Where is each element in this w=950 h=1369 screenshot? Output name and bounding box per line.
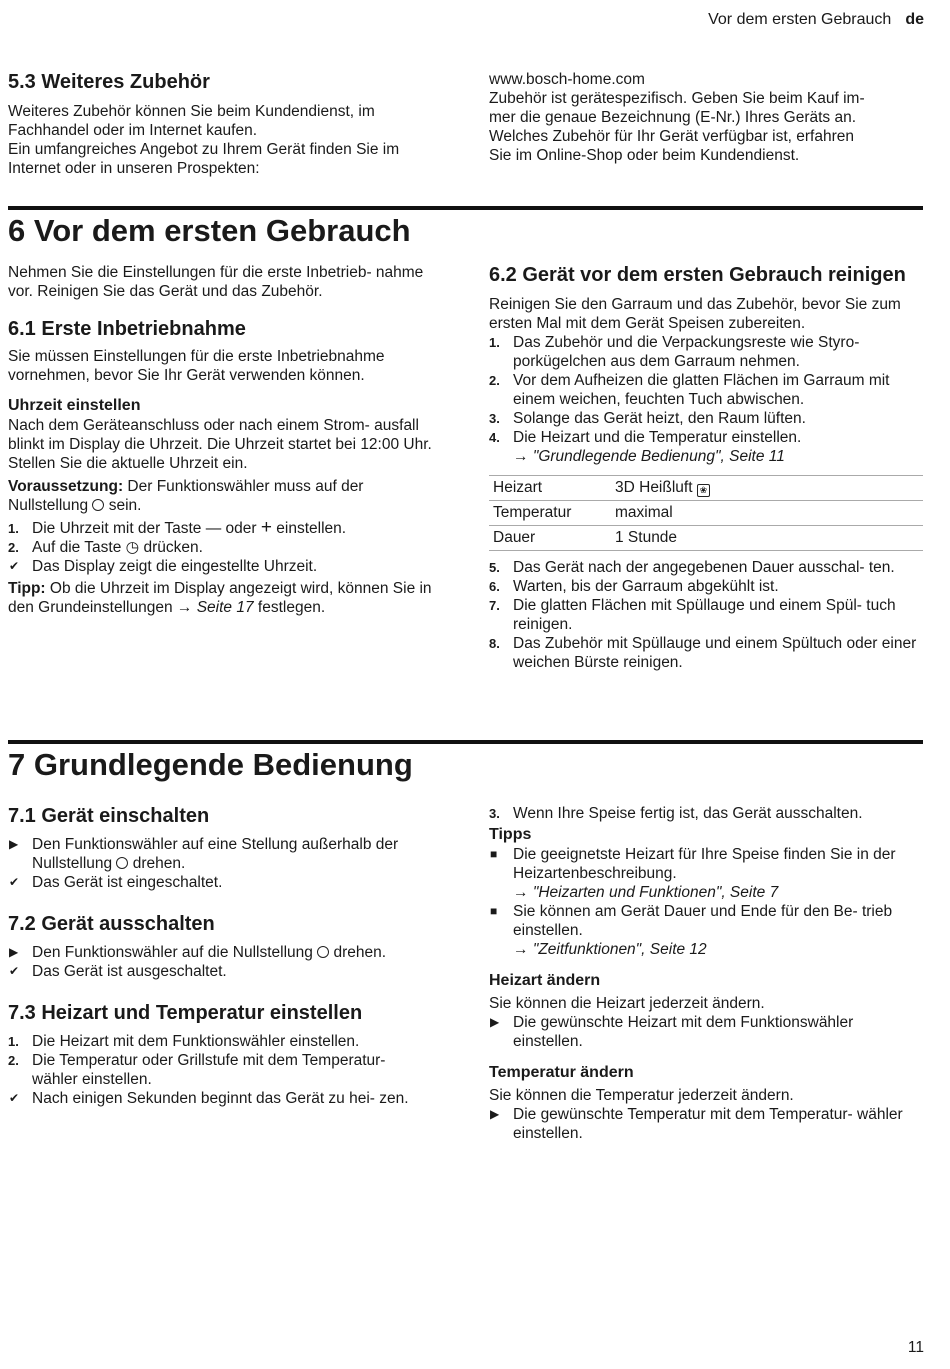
heizart-step-2: 2. Die Temperatur oder Grillstufe mit dem Temperatur- wähler einstellen. (8, 1052, 386, 1088)
clock-icon: ◷ (125, 539, 140, 556)
arrow-icon: → (513, 884, 529, 901)
triangle-bullet-icon: ▶ (9, 945, 19, 959)
uhrzeit-step-2-text: Auf die Taste (32, 539, 126, 556)
table-row (489, 526, 923, 551)
clean-step-1: 1. Das Zubehör und die Verpackungsreste wie Styro- porkügelchen aus dem Garraum nehmen. (489, 334, 860, 370)
triangle-bullet-icon: ▶ (490, 1015, 500, 1029)
triangle-bullet-icon: ▶ (9, 837, 19, 851)
square-bullet-icon: ■ (490, 904, 498, 918)
voraussetzung-text: Der Funktionswähler muss auf der Nullstellung (8, 478, 364, 514)
clean-step-2: 2. Vor dem Aufheizen die glatten Flächen im Garraum mit einem weichen, feuchten Tuch abwischen. (489, 372, 890, 408)
section-6-2-heading: 6.2 Gerät vor dem ersten Gebrauch reinigen (489, 264, 906, 286)
square-bullet-icon: ■ (490, 847, 498, 861)
clean-step-1-text: Das Zubehör und die Verpackungsreste wie Styro- porkügelchen aus dem Garraum nehmen. (513, 334, 860, 370)
tipps-item-1-ref (489, 883, 923, 902)
section-5-3-para-2: Ein umfangreiches Angebot zu Ihrem Gerät finden Sie im Internet oder in unseren Prospekten: (8, 141, 400, 177)
uhrzeit-result (8, 557, 433, 576)
check-icon: ✔ (9, 964, 20, 978)
heizart-step-1: 1. Die Heizart mit dem Funktionswähler einstellen. (8, 1033, 360, 1050)
heizart-step-3-text: Wenn Ihre Speise fertig ist, das Gerät ausschalten. (513, 805, 863, 822)
chapter-7-heading: 7 Grundlegende Bedienung (8, 747, 413, 782)
triangle-bullet-icon: ▶ (490, 1107, 500, 1121)
table-cell: maximal (611, 501, 923, 526)
null-position-icon (92, 499, 104, 511)
clean-step-4-ref (489, 447, 923, 466)
clean-step-3-text: Solange das Gerät heizt, den Raum lüften. (513, 410, 806, 427)
clean-step-4-text: Die Heizart und die Temperatur einstellen. (513, 429, 802, 446)
tipps-item-1 (489, 845, 923, 883)
einschalten-step (8, 835, 433, 873)
uhrzeit-text: Nach dem Geräteanschluss oder nach einem Strom- ausfall blinkt im Display die Uhrzeit. Die Uhrzeit startet bei 12:00 Uhr. Stellen Sie die aktuelle Uhrzeit ein. (8, 417, 432, 472)
fan-heat-icon: ❀ (697, 484, 710, 497)
heizart-aendern-step-text: Die gewünschte Heizart mit dem Funktionswähler einstellen. (513, 1014, 854, 1050)
heizarten-link[interactable]: "Heizarten und Funktionen", Seite 7 (532, 884, 779, 901)
tipp-text-end: festlegen. (253, 599, 326, 616)
ausschalten-step (8, 943, 433, 962)
section-5-3-left (8, 102, 438, 178)
tipps-item-2-text: Sie können am Gerät Dauer und Ende für den Be- trieb einstellen. (513, 903, 893, 939)
table-cell (611, 476, 923, 501)
running-header (708, 11, 924, 29)
null-position-icon (116, 857, 128, 869)
zeitfunktionen-link[interactable]: "Zeitfunktionen", Seite 12 (532, 941, 707, 958)
tipps-item-1-text: Die geeignetste Heizart für Ihre Speise finden Sie in der Heizartenbeschreibung. (513, 846, 896, 882)
section-6-2-column (489, 263, 923, 672)
arrow-icon: → (513, 941, 529, 958)
uhrzeit-step-1-or: oder (221, 520, 261, 537)
einschalten-result (8, 873, 433, 892)
tipps-item-2 (489, 902, 923, 940)
arrow-icon: → (176, 599, 193, 616)
clean-step-6: 6. Warten, bis der Garraum abgekühlt ist. (489, 578, 779, 595)
table-row (489, 501, 923, 526)
clean-step-2-text: Vor dem Aufheizen die glatten Flächen im Garraum mit einem weichen, feuchten Tuch abwischen. (513, 372, 890, 408)
uhrzeit-step-1-end: einstellen. (271, 520, 347, 537)
minus-icon: — (205, 520, 222, 537)
section-6-1-heading: 6.1 Erste Inbetriebnahme (8, 318, 246, 340)
heizart-result (8, 1089, 433, 1108)
heizart-step-2-text: Die Temperatur oder Grillstufe mit dem Temperatur- wähler einstellen. (32, 1052, 386, 1088)
chapter-6-left-column (8, 263, 433, 617)
voraussetzung (8, 477, 433, 515)
page-number: 11 (907, 1339, 924, 1356)
uhrzeit-step-2-end: drücken. (139, 539, 203, 556)
table-cell: Dauer (489, 526, 611, 551)
section-5-3-para-1: Weiteres Zubehör können Sie beim Kundendienst, im Fachhandel oder im Internet kaufen. (8, 103, 375, 139)
section-5-3-right (489, 70, 919, 165)
temperatur-aendern-text: Sie können die Temperatur jederzeit ändern. (489, 1087, 794, 1104)
clean-step-7-text: Die glatten Flächen mit Spüllauge und einem Spül- tuch reinigen. (513, 597, 896, 633)
section-7-3-heading: 7.3 Heizart und Temperatur einstellen (8, 1002, 363, 1024)
section-5-3-para-3c: Welches Zubehör für Ihr Gerät verfügbar ist, erfahren (489, 128, 854, 145)
check-icon: ✔ (9, 559, 20, 573)
clean-step-5: 5. Das Gerät nach der angegebenen Dauer ausschal- ten. (489, 559, 895, 576)
bosch-url-link[interactable]: www.bosch-home.com (489, 71, 645, 88)
section-7-1-heading: 7.1 Gerät einschalten (8, 805, 210, 827)
heizart-aendern-step (489, 1013, 923, 1051)
uhrzeit-step-1: 1. Die Uhrzeit mit der Taste — oder + einstellen. (8, 517, 347, 538)
grundlegende-bedienung-link[interactable]: "Grundlegende Bedienung", Seite 11 (532, 448, 785, 465)
section-5-3-para-3a: Zubehör ist gerätespezifisch. Geben Sie beim Kauf im- (489, 90, 865, 107)
tipps-item-2-ref (489, 940, 923, 959)
chapter-6-rule (8, 206, 923, 210)
chapter-7-left-column (8, 804, 433, 1108)
section-5-3-para-3d: Sie im Online-Shop oder beim Kundendienst. (489, 147, 800, 164)
voraussetzung-label: Voraussetzung: (8, 478, 124, 495)
tipps-heading: Tipps (489, 826, 532, 843)
clean-step-8: 8. Das Zubehör mit Spüllauge und einem Spültuch oder einer weichen Bürste reinigen. (489, 635, 917, 671)
temperatur-aendern-step (489, 1105, 923, 1143)
uhrzeit-result-text: Das Display zeigt die eingestellte Uhrzeit. (32, 558, 318, 575)
heizart-aendern-text: Sie können die Heizart jederzeit ändern. (489, 995, 765, 1012)
heizart-step-3: 3. Wenn Ihre Speise fertig ist, das Gerät ausschalten. (489, 805, 863, 822)
table-cell: Heizart (489, 476, 611, 501)
chapter-7-right-column (489, 804, 923, 1143)
section-7-2-heading: 7.2 Gerät ausschalten (8, 913, 215, 935)
chapter-6-intro: Nehmen Sie die Einstellungen für die erste Inbetrieb- nahme vor. Reinigen Sie das Gerät und das Zubehör. (8, 264, 424, 300)
clean-step-8-text: Das Zubehör mit Spüllauge und einem Spültuch oder einer weichen Bürste reinigen. (513, 635, 917, 671)
clean-step-7: 7. Die glatten Flächen mit Spüllauge und einem Spül- tuch reinigen. (489, 597, 896, 633)
chapter-7-rule (8, 740, 923, 744)
clean-step-5-text: Das Gerät nach der angegebenen Dauer ausschal- ten. (513, 559, 895, 576)
heizart-step-1-text: Die Heizart mit dem Funktionswähler einstellen. (32, 1033, 360, 1050)
ausschalten-step-end: drehen. (329, 944, 387, 961)
chapter-6-heading: 6 Vor dem ersten Gebrauch (8, 213, 411, 248)
tipp-page-link[interactable]: Seite 17 (196, 599, 254, 616)
language-code: de (905, 11, 924, 28)
ausschalten-result-text: Das Gerät ist ausgeschaltet. (32, 963, 227, 980)
einschalten-step-text: Den Funktionswähler auf eine Stellung außerhalb der Nullstellung (32, 836, 399, 872)
section-5-3-para-3b: mer die genaue Bezeichnung (E-Nr.) Ihres Geräts an. (489, 109, 857, 126)
heizart-aendern-heading: Heizart ändern (489, 972, 601, 989)
clean-step-4: 4. Die Heizart und die Temperatur einstellen. (489, 429, 802, 446)
uhrzeit-step-2: 2. Auf die Taste ◷ drücken. (8, 539, 203, 556)
plus-icon: + (260, 517, 272, 538)
section-6-1-text: Sie müssen Einstellungen für die erste Inbetriebnahme vornehmen, bevor Sie Ihr Gerät verwenden können. (8, 348, 385, 384)
tipp-text: Ob die Uhrzeit im Display angezeigt wird, können Sie in den Grundeinstellungen (8, 580, 432, 616)
tipp-label: Tipp: (8, 580, 46, 597)
uhrzeit-heading: Uhrzeit einstellen (8, 397, 141, 414)
table-cell: Temperatur (489, 501, 611, 526)
settings-table (489, 475, 923, 551)
uhrzeit-step-1-text: Die Uhrzeit mit der Taste (32, 520, 206, 537)
ausschalten-step-text: Den Funktionswähler auf die Nullstellung (32, 944, 318, 961)
einschalten-result-text: Das Gerät ist eingeschaltet. (32, 874, 223, 891)
section-5-3-heading: 5.3 Weiteres Zubehör (8, 71, 210, 93)
voraussetzung-text-end: sein. (104, 497, 142, 514)
heizart-value: 3D Heißluft (615, 479, 693, 496)
clean-step-6-text: Warten, bis der Garraum abgekühlt ist. (513, 578, 779, 595)
arrow-icon: → (513, 448, 529, 465)
null-position-icon (317, 946, 329, 958)
table-row (489, 476, 923, 501)
uhrzeit-tipp (8, 579, 433, 617)
heizart-result-text: Nach einigen Sekunden beginnt das Gerät zu hei- zen. (32, 1090, 409, 1107)
header-title: Vor dem ersten Gebrauch (708, 11, 892, 28)
table-cell: 1 Stunde (611, 526, 923, 551)
clean-step-3: 3. Solange das Gerät heizt, den Raum lüften. (489, 410, 806, 427)
temperatur-aendern-heading: Temperatur ändern (489, 1064, 634, 1081)
ausschalten-result (8, 962, 433, 981)
section-6-2-intro: Reinigen Sie den Garraum und das Zubehör, bevor Sie zum ersten Mal mit dem Gerät Speisen zubereiten. (489, 296, 901, 332)
check-icon: ✔ (9, 875, 20, 889)
check-icon: ✔ (9, 1091, 20, 1105)
einschalten-step-end: drehen. (128, 855, 186, 872)
temperatur-aendern-step-text: Die gewünschte Temperatur mit dem Temperatur- wähler einstellen. (513, 1106, 903, 1142)
